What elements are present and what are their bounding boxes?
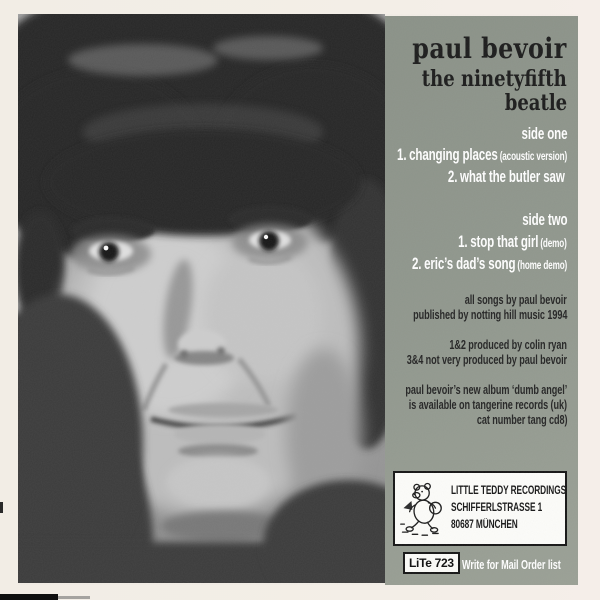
credit-line: 3&4 not very produced by paul bevoir <box>406 352 567 367</box>
artist-name: paul bevoir <box>412 32 567 65</box>
catalog-number-badge: LiTe 723 <box>403 552 460 574</box>
album-title-line-1: the ninetyfifth <box>422 66 567 92</box>
side-one-heading: side one <box>521 124 567 143</box>
label-address-2: 80687 MÜNCHEN <box>451 519 518 531</box>
credit-line: cat number tang cd8) <box>476 412 567 427</box>
track-item <box>397 145 567 165</box>
scan-artifact <box>0 594 58 600</box>
track-number: 2. <box>411 254 422 273</box>
track-note: (acoustic version) <box>499 149 567 163</box>
teddy-bear-icon <box>399 478 447 540</box>
info-panel <box>385 16 578 585</box>
label-address-1: SCHIFFERLSTRASSE 1 <box>451 502 543 514</box>
track-item <box>448 167 567 187</box>
track-note: (home demo) <box>517 258 567 272</box>
credit-line: published by notting hill music 1994 <box>412 307 567 322</box>
album-title-line-2: beatle <box>504 90 567 116</box>
credit-line: paul bevoir’s new album ‘dumb angel’ <box>405 382 567 397</box>
track-title: changing places <box>409 145 498 164</box>
side-two-heading: side two <box>521 210 567 229</box>
credit-line: is available on tangerine records (uk) <box>408 397 567 412</box>
record-label-address <box>451 483 600 534</box>
credit-line: all songs by paul bevoir <box>465 292 567 307</box>
track-number: 1. <box>458 232 468 251</box>
track-item <box>412 254 567 274</box>
credit-line: 1&2 produced by colin ryan <box>449 337 567 352</box>
track-title: what the butler saw <box>460 167 565 186</box>
scan-artifact <box>0 502 3 513</box>
track-title: stop that girl <box>470 232 539 251</box>
track-number: 1. <box>396 145 407 164</box>
scan-artifact <box>58 596 90 599</box>
track-item <box>458 232 567 252</box>
track-note: (demo) <box>540 236 567 250</box>
mail-order-text: Write for Mail Order list <box>462 557 561 572</box>
track-title: eric’s dad’s song <box>423 254 516 273</box>
label-name: LITTLE TEDDY RECORDINGS <box>451 485 567 497</box>
record-label-box <box>393 471 567 546</box>
portrait-photo-art <box>18 14 385 583</box>
track-number: 2. <box>448 167 458 186</box>
portrait-photo <box>18 14 385 583</box>
